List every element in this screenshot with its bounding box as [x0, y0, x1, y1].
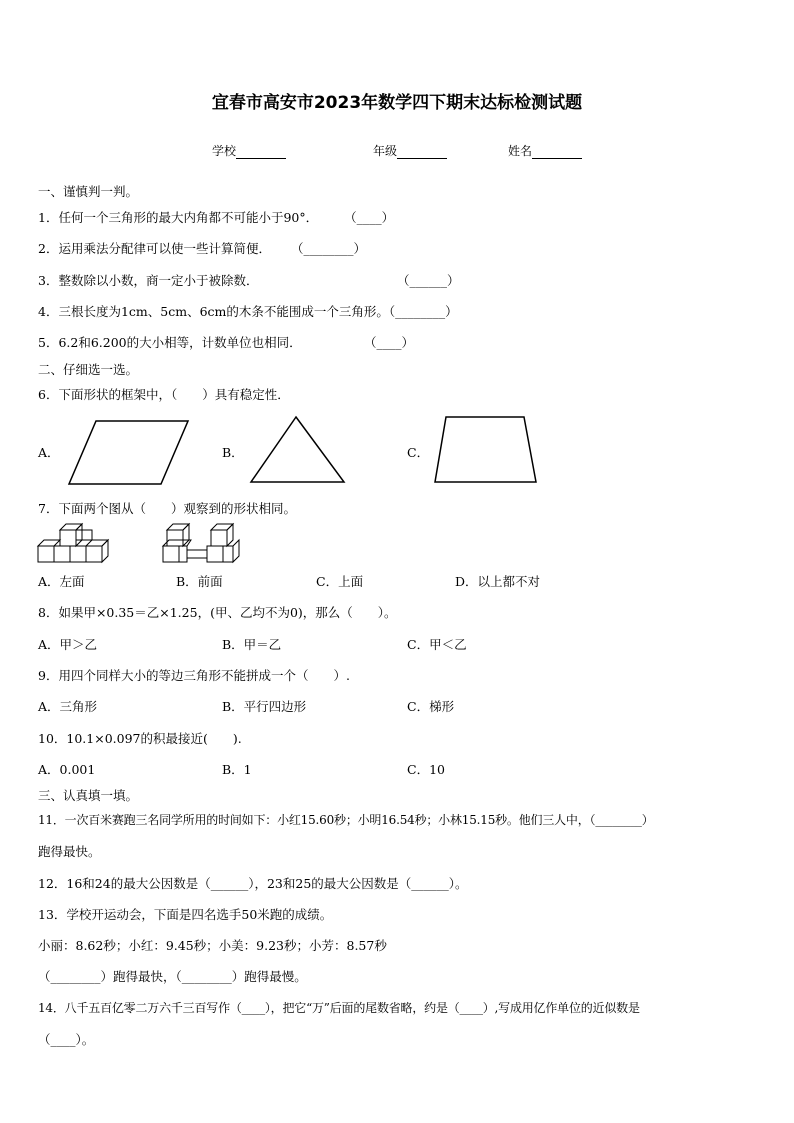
question-1	[38, 208, 394, 226]
question-4: 4．三根长度为1cm、5cm、6cm的木条不能围成一个三角形。（________）	[38, 304, 458, 319]
question-3-text: 3．整数除以小数，商一定小于被除数．	[38, 273, 259, 288]
school-label: 学校	[212, 144, 237, 158]
question-6-option-b: B．	[222, 445, 244, 460]
question-9-option-a: A．三角形	[38, 699, 98, 714]
question-13: 13．学校开运动会，下面是四名选手50米跑的成绩。	[38, 907, 333, 922]
question-8: 8．如果甲×0.35＝乙×1.25，(甲、乙均不为0)，那么（ ）。	[38, 605, 397, 620]
question-10-option-b: B．1	[222, 762, 252, 777]
question-5-blank: （____）	[364, 335, 415, 350]
school-blank	[236, 146, 286, 159]
section-3-heading: 三、认真填一填。	[38, 788, 139, 803]
question-9: 9．用四个同样大小的等边三角形不能拼成一个（ ）.	[38, 668, 350, 683]
cube-stack-figure-2	[163, 524, 243, 564]
question-10: 10．10.1×0.097的积最接近( ).	[38, 731, 242, 746]
grade-field	[373, 142, 447, 159]
question-1-text: 1．任何一个三角形的最大内角都不可能小于90°．	[38, 210, 319, 225]
question-9-option-b: B．平行四边形	[222, 699, 307, 714]
question-3	[38, 271, 258, 289]
question-6-option-c: C．	[407, 445, 430, 460]
question-8-option-a: A．甲＞乙	[38, 637, 98, 652]
question-11: 11．一次百米赛跑三名同学所用的时间如下：小红15.60秒；小明16.54秒；小林15.15秒。他们三人中，（________）	[38, 813, 654, 827]
question-11-continued: 跑得最快。	[38, 844, 101, 859]
name-label: 姓名	[508, 144, 533, 158]
question-14: 14．八千五百亿零二万六千三百写作（____），把它“万”后面的尾数省略，约是（____）,写成用亿作单位的近似数是	[38, 1001, 640, 1015]
question-10-option-a: A．0.001	[38, 762, 96, 777]
question-9-option-c: C．梯形	[407, 699, 455, 714]
question-6-option-a: A．	[38, 445, 60, 460]
question-2-blank: （________）	[290, 241, 366, 256]
section-2-heading: 二、仔细选一选。	[38, 362, 139, 377]
question-5	[38, 333, 302, 351]
trapezoid-figure	[434, 416, 538, 484]
name-field	[508, 142, 582, 159]
grade-label: 年级	[373, 144, 398, 158]
question-10-option-c: C．10	[407, 762, 445, 777]
question-8-option-c: C．甲＜乙	[407, 637, 467, 652]
cube-stack-figure-1	[38, 524, 110, 564]
question-7: 7．下面两个图从（ ）观察到的形状相同。	[38, 501, 296, 516]
question-2-text: 2．运用乘法分配律可以使一些计算简便．	[38, 241, 271, 256]
question-7-option-d: D．以上都不对	[455, 574, 541, 589]
question-7-option-b: B．前面	[176, 574, 223, 589]
question-14-continued: （____）。	[38, 1032, 95, 1047]
question-5-text: 5．6.2和6.200的大小相等，计数单位也相同．	[38, 335, 302, 350]
grade-blank	[397, 146, 447, 159]
question-13-data: 小丽：8.62秒；小红：9.45秒；小美：9.23秒；小芳：8.57秒	[38, 938, 387, 953]
school-field	[212, 142, 286, 159]
name-blank	[532, 146, 582, 159]
question-7-option-c: C．上面	[316, 574, 364, 589]
question-2	[38, 239, 366, 257]
triangle-figure	[250, 416, 346, 484]
question-1-blank: （____）	[344, 210, 395, 225]
question-12: 12．16和24的最大公因数是（______），23和25的最大公因数是（______）。	[38, 876, 468, 891]
page-title: 宜春市高安市2023年数学四下期末达标检测试题	[211, 93, 583, 113]
parallelogram-figure	[68, 420, 190, 486]
question-6: 6．下面形状的框架中，（ ）具有稳定性．	[38, 387, 290, 402]
question-7-option-a: A．左面	[38, 574, 85, 589]
section-1-heading: 一、谨慎判一判。	[38, 184, 139, 199]
question-3-blank: （______）	[397, 273, 460, 288]
question-8-option-b: B．甲＝乙	[222, 637, 282, 652]
question-13-blanks: （________）跑得最快，（________）跑得最慢。	[38, 969, 307, 984]
